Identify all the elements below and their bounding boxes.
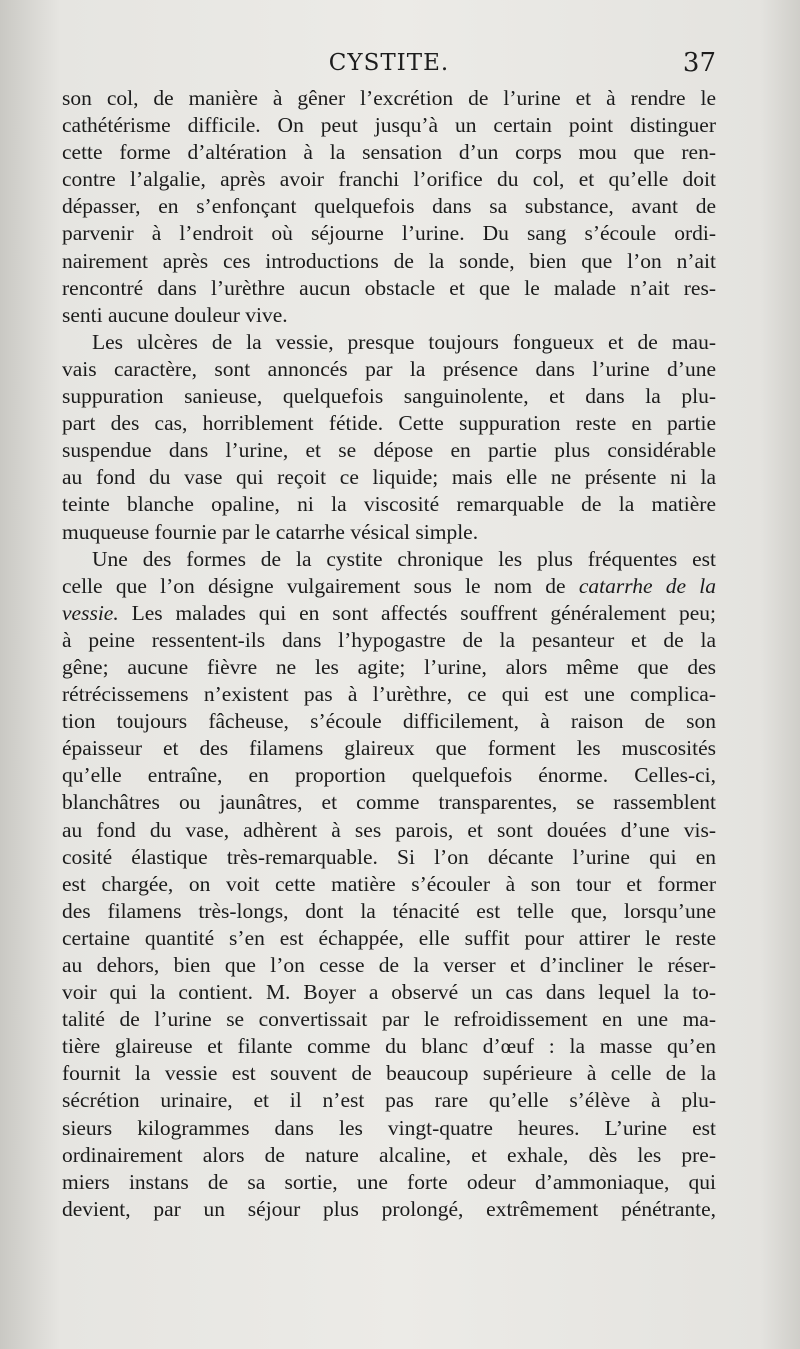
text-segment: celle que l’on désigne vulgairement sous le nom de [62, 573, 566, 598]
page-header [62, 48, 716, 84]
text-line: fournit la vessie est souvent de beaucoup supérieure à celle de la [62, 1061, 716, 1086]
text-line [62, 600, 716, 627]
paragraph [62, 85, 716, 329]
text-line: part des cas, horriblement fétide. Cette suppuration reste en partie [62, 411, 716, 436]
text-line: épaisseur et des filamens glaireux que forment les muscosités [62, 736, 716, 761]
text-line: tière glaireuse et filante comme du blanc d’œuf : la masse qu’en [62, 1034, 716, 1059]
text-line: miers instans de sa sortie, une forte odeur d’ammoniaque, qui [62, 1169, 716, 1194]
text-line [62, 573, 716, 600]
text-line: gêne; aucune fièvre ne les agite; l’urine, alors même que des [62, 654, 716, 679]
text-line: à peine ressentent-ils dans l’hypogastre de la pesanteur et de la [62, 627, 716, 652]
text-segment: Les malades qui en sont affectés souffrent généralement peu; [131, 600, 716, 625]
text-line: dépasser, en s’enfonçant quelquefois dans sa substance, avant de [62, 194, 716, 219]
page-number: 37 [682, 48, 716, 78]
text-line: voir qui la contient. M. Boyer a observé un cas dans lequel la to- [62, 980, 716, 1005]
text-line: des filamens très-longs, dont la ténacité est telle que, lorsqu’une [62, 898, 716, 923]
text-line: parvenir à l’endroit où séjourne l’urine. Du sang s’écoule ordi- [62, 221, 716, 246]
text-line: est chargée, on voit cette matière s’écouler à son tour et former [62, 871, 716, 896]
text-line: son col, de manière à gêner l’excrétion de l’urine et à rendre le [62, 86, 716, 110]
text-line: cathétérisme difficile. On peut jusqu’à un certain point distinguer [62, 113, 716, 138]
text-line: cosité élastique très-remarquable. Si l’on décante l’urine qui en [62, 844, 716, 869]
text-line: Une des formes de la cystite chronique les plus fréquentes est [92, 546, 716, 571]
paragraph [62, 329, 716, 546]
text-line: rétrécissemens n’existent pas à l’urèthre, ce qui est une complica- [62, 682, 716, 707]
text-line: sieurs kilogrammes dans les vingt-quatre heures. L’urine est [62, 1115, 716, 1140]
text-line: suppuration sanieuse, quelquefois sanguinolente, et dans la plu- [62, 384, 716, 409]
text-line: au dehors, bien que l’on cesse de la verser et d’incliner le réser- [62, 953, 716, 977]
text-line: rencontré dans l’urèthre aucun obstacle et que le malade n’ait res- [62, 275, 716, 300]
text-line: au fond du vase qui reçoit ce liquide; mais elle ne présente ni la [62, 465, 716, 490]
text-line: au fond du vase, adhèrent à ses parois, et sont douées d’une vis- [62, 817, 716, 842]
text-line: contre l’algalie, après avoir franchi l’orifice du col, et qu’elle doit [62, 167, 716, 192]
text-line: sécrétion urinaire, et il n’est pas rare qu’elle s’élève à plu- [62, 1088, 716, 1113]
text-line: cette forme d’altération à la sensation d’un corps mou que ren- [62, 140, 716, 165]
text-line: suspendue dans l’urine, et se dépose en partie plus considérable [62, 438, 716, 463]
text-line: ordinairement alors de nature alcaline, et exhale, dès les pre- [62, 1142, 716, 1167]
text-line: tion toujours fâcheuse, s’écoule difficilement, à raison de son [62, 709, 716, 734]
text-line: qu’elle entraîne, en proportion quelquefois énorme. Celles-ci, [62, 763, 716, 788]
italic-term: vessie. [62, 600, 119, 625]
text-line: teinte blanche opaline, ni la viscosité remarquable de la matière [62, 492, 716, 517]
body-text [62, 85, 716, 1223]
text-line: senti aucune douleur vive. [62, 302, 288, 327]
text-line: nairement après ces introductions de la sonde, bien que l’on n’ait [62, 248, 716, 273]
text-line: muqueuse fournie par le catarrhe vésical simple. [62, 519, 479, 544]
running-head: CYSTITE. [328, 50, 450, 76]
text-line: talité de l’urine se convertissait par le refroidissement en une ma- [62, 1007, 716, 1032]
text-line: devient, par un séjour plus prolongé, extrêmement pénétrante, [62, 1196, 716, 1221]
paragraph [62, 546, 716, 1223]
text-line: certaine quantité s’en est échappée, elle suffit pour attirer le reste [62, 925, 716, 950]
text-line: Les ulcères de la vessie, presque toujours fongueux et de mau- [92, 329, 716, 354]
text-line: vais caractère, sont annoncés par la présence dans l’urine d’une [62, 356, 716, 381]
text-line: blanchâtres ou jaunâtres, et comme transparentes, se rassemblent [62, 790, 716, 815]
italic-term: catarrhe de la [578, 573, 716, 598]
